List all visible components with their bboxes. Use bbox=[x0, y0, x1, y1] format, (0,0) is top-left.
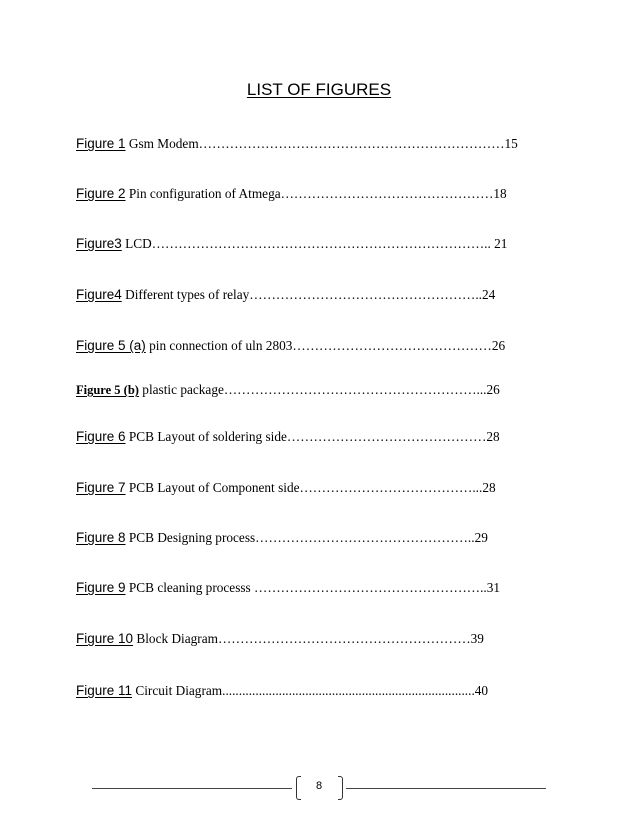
footer-rule-right bbox=[346, 788, 546, 789]
figure-caption: PCB Designing process…………………………………………..29 bbox=[125, 530, 488, 545]
figure-label: Figure 10 bbox=[76, 631, 134, 646]
page-title: LIST OF FIGURES bbox=[246, 80, 392, 99]
figure-label: Figure 5 (a) bbox=[76, 338, 146, 353]
figure-caption: Circuit Diagram............................................................................40 bbox=[132, 683, 489, 698]
figure-entry-5b bbox=[76, 382, 500, 398]
figure-caption: LCD………………………………………………………………….. 21 bbox=[121, 236, 508, 251]
figure-entry-3 bbox=[76, 236, 507, 252]
figure-caption: Pin configuration of Atmega…………………………………………18 bbox=[125, 186, 507, 201]
figure-caption: pin connection of uln 2803………………………………………26 bbox=[145, 338, 506, 353]
figure-label: Figure 5 (b) bbox=[76, 383, 139, 397]
figure-caption: PCB cleaning processs ……………………………………………..31 bbox=[125, 580, 501, 595]
figure-label: Figure 9 bbox=[76, 580, 126, 595]
figure-entry-11 bbox=[76, 683, 488, 699]
figure-caption: Block Diagram…………………………………………………39 bbox=[133, 631, 484, 646]
page-number: 8 bbox=[315, 780, 323, 792]
figure-label: Figure 1 bbox=[76, 136, 126, 151]
figure-entry-7 bbox=[76, 480, 496, 496]
figure-entry-6 bbox=[76, 429, 500, 445]
figure-caption: PCB Layout of soldering side………………………………………28 bbox=[125, 429, 500, 444]
figure-label: Figure4 bbox=[76, 287, 122, 302]
figure-label: Figure 6 bbox=[76, 429, 126, 444]
figure-caption: plastic package…………………………………………………...26 bbox=[138, 382, 500, 397]
figure-entry-8 bbox=[76, 530, 488, 546]
figure-label: Figure 8 bbox=[76, 530, 126, 545]
figure-label: Figure3 bbox=[76, 236, 122, 251]
figure-entry-5a bbox=[76, 338, 505, 354]
figure-caption: PCB Layout of Component side…………………………………...28 bbox=[125, 480, 496, 495]
footer-rule-left bbox=[92, 788, 292, 789]
figure-entry-4 bbox=[76, 287, 495, 303]
figure-entry-10 bbox=[76, 631, 484, 647]
figure-entry-1 bbox=[76, 136, 518, 152]
figure-label: Figure 2 bbox=[76, 186, 126, 201]
figure-entry-2 bbox=[76, 186, 507, 202]
figure-label: Figure 11 bbox=[76, 683, 133, 698]
figure-caption: Gsm Modem……………………………………………………………15 bbox=[125, 136, 518, 151]
figure-caption: Different types of relay……………………………………………..24 bbox=[121, 287, 496, 302]
footer-bracket-right bbox=[338, 776, 343, 800]
figure-entry-9 bbox=[76, 580, 500, 596]
figure-label: Figure 7 bbox=[76, 480, 126, 495]
